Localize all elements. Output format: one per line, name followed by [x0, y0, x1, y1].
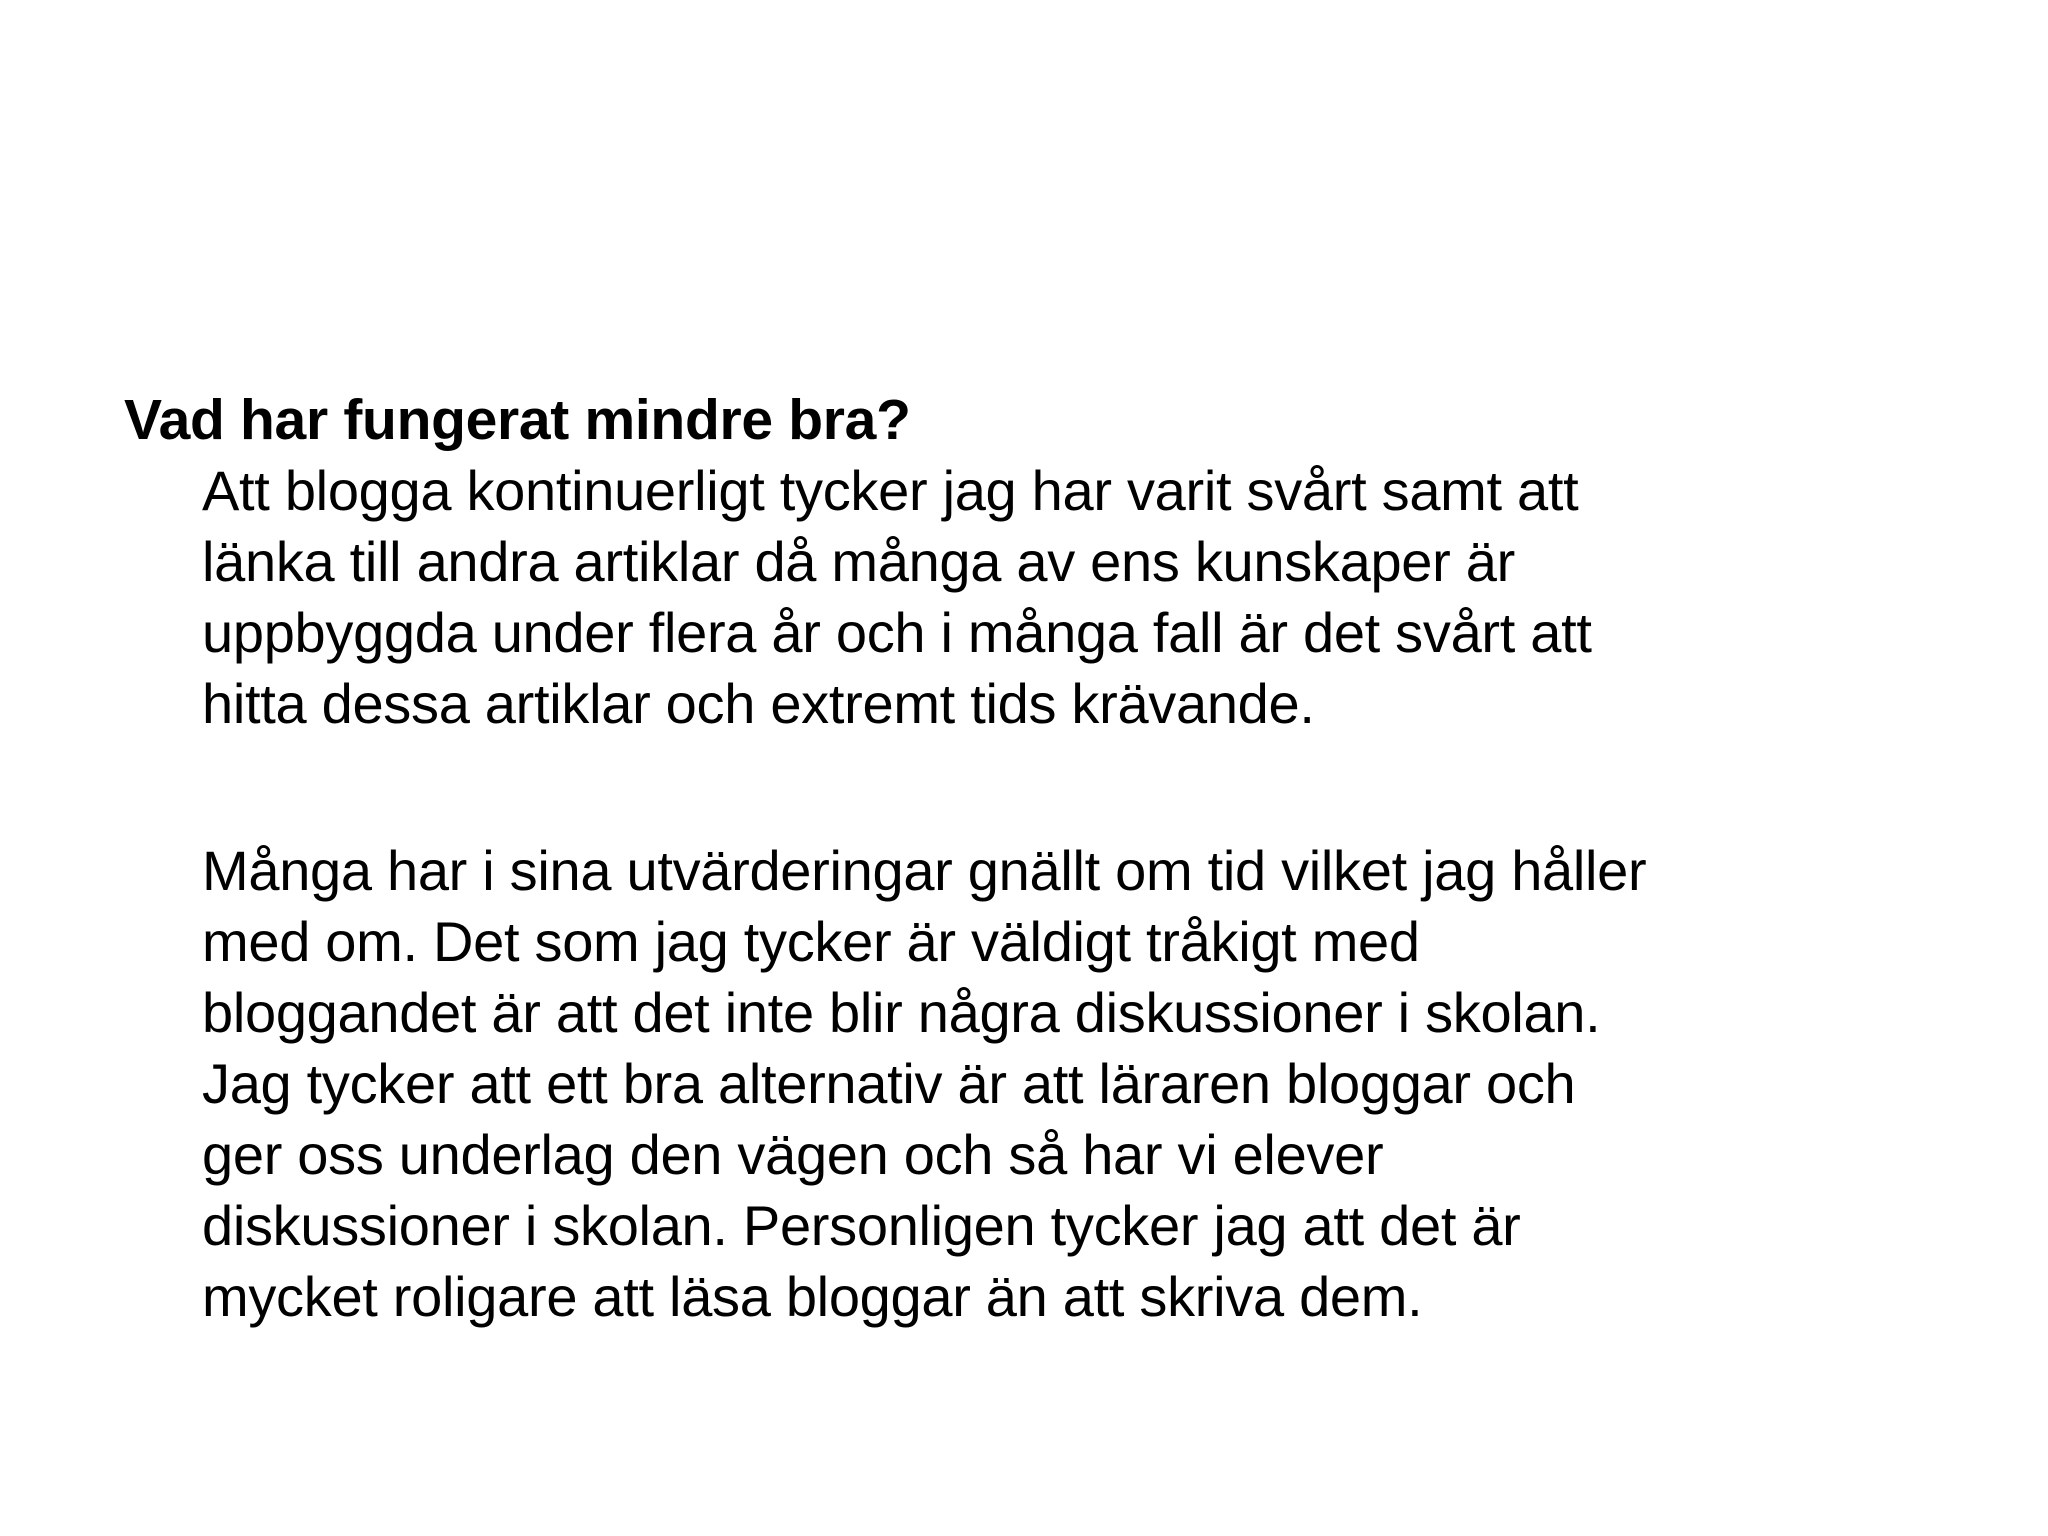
paragraph-2 [202, 835, 1964, 1332]
paragraph-line: ger oss underlag den vägen och så har vi elever [202, 1123, 1384, 1186]
paragraph-line: med om. Det som jag tycker är väldigt tråkigt med [202, 910, 1420, 973]
paragraph-line: hitta dessa artiklar och extremt tids krävande. [202, 672, 1315, 735]
paragraph-1 [202, 455, 1964, 739]
paragraph-spacer [124, 739, 1964, 835]
paragraph-line: bloggandet är att det inte blir några diskussioner i skolan. [202, 981, 1601, 1044]
slide-content [124, 385, 1964, 1332]
paragraph-line: uppbyggda under flera år och i många fall är det svårt att [202, 601, 1592, 664]
paragraph-line: Att blogga kontinuerligt tycker jag har varit svårt samt att [202, 459, 1579, 522]
slide-heading: Vad har fungerat mindre bra? [124, 388, 911, 452]
paragraph-line: mycket roligare att läsa bloggar än att skriva dem. [202, 1265, 1423, 1328]
paragraph-line: Många har i sina utvärderingar gnällt om tid vilket jag håller [202, 839, 1647, 902]
paragraph-line: Jag tycker att ett bra alternativ är att läraren bloggar och [202, 1052, 1576, 1115]
paragraph-line: diskussioner i skolan. Personligen tycker jag att det är [202, 1194, 1521, 1257]
paragraph-line: länka till andra artiklar då många av ens kunskaper är [202, 530, 1515, 593]
